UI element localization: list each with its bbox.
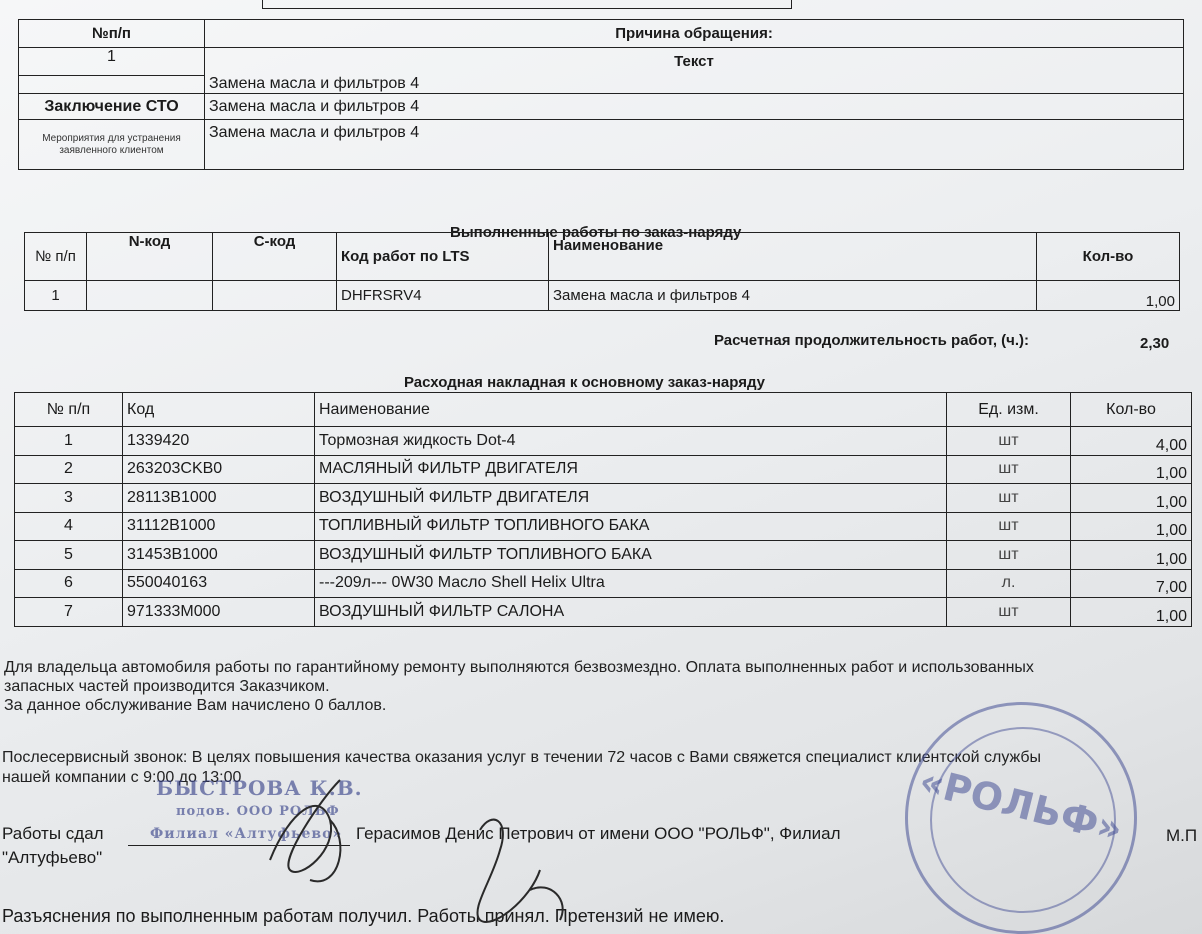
invoice-cell-qty: 7,00 [1071, 569, 1192, 598]
invoice-cell-num: 5 [15, 541, 123, 570]
invoice-row [15, 541, 1192, 570]
invoice-cell-code: 1339420 [123, 427, 315, 456]
warranty-line-1: Для владельца автомобиля работы по гарантийному ремонту выполняются безвозмездно. Оплата выполненных работ и использованных [4, 659, 1034, 676]
works-header-qty: Кол-во [1037, 233, 1180, 281]
invoice-cell-qty: 1,00 [1071, 484, 1192, 513]
works-header-num: № п/п [25, 233, 87, 281]
invoice-cell-unit: шт [947, 598, 1071, 627]
invoice-cell-name: ВОЗДУШНЫЙ ФИЛЬТР ТОПЛИВНОГО БАКА [315, 541, 947, 570]
reason-row-text: Замена масла и фильтров 4 [205, 75, 1184, 94]
invoice-table [14, 392, 1192, 627]
works-row-ncode [87, 281, 213, 311]
invoice-cell-qty: 1,00 [1071, 455, 1192, 484]
top-box-remnant [262, 0, 792, 9]
name-stamp-line1: БЫСТРОВА К.В. [156, 776, 363, 800]
handed-text: Герасимов Денис Петрович от имени ООО "РОЛЬФ", Филиал [356, 824, 841, 843]
rolf-stamp-text: «РОЛЬФ» [915, 758, 1127, 852]
spacer-cell [19, 75, 205, 94]
invoice-row [15, 598, 1192, 627]
works-row-name: Замена масла и фильтров 4 [549, 281, 1037, 311]
invoice-header-qty: Кол-во [1071, 393, 1192, 427]
reason-title: Причина обращения: [205, 20, 1184, 48]
invoice-cell-code: 971333M000 [123, 598, 315, 627]
invoice-cell-name: Тормозная жидкость Dot-4 [315, 427, 947, 456]
invoice-cell-num: 2 [15, 455, 123, 484]
handwritten-signature [230, 770, 650, 934]
works-header-name: Наименование [549, 233, 1037, 281]
invoice-row [15, 455, 1192, 484]
invoice-header-name: Наименование [315, 393, 947, 427]
invoice-cell-code: 550040163 [123, 569, 315, 598]
explanations-text: Разъяснения по выполненным работам получил. Работы принял. Претензий не имею. [2, 906, 725, 926]
invoice-header-code: Код [123, 393, 315, 427]
invoice-cell-name: ВОЗДУШНЫЙ ФИЛЬТР САЛОНА [315, 598, 947, 627]
invoice-cell-qty: 4,00 [1071, 427, 1192, 456]
invoice-header-unit: Ед. изм. [947, 393, 1071, 427]
handed-label: Работы сдал [2, 824, 104, 843]
invoice-header-num: № п/п [15, 393, 123, 427]
invoice-cell-unit: шт [947, 427, 1071, 456]
works-row-num: 1 [25, 281, 87, 311]
warranty-line-2: запасных частей производится Заказчиком. [4, 678, 330, 695]
invoice-row [15, 512, 1192, 541]
invoice-cell-code: 31453B1000 [123, 541, 315, 570]
invoice-cell-unit: л. [947, 569, 1071, 598]
reason-text-header: Текст [205, 48, 1184, 76]
invoice-cell-unit: шт [947, 541, 1071, 570]
invoice-cell-name: ---209л--- 0W30 Масло Shell Helix Ultra [315, 569, 947, 598]
invoice-cell-num: 1 [15, 427, 123, 456]
invoice-cell-qty: 1,00 [1071, 598, 1192, 627]
name-stamp-line3: Филиал «Алтуфьево» [150, 826, 343, 842]
invoice-row [15, 569, 1192, 598]
invoice-cell-code: 31112B1000 [123, 512, 315, 541]
conclusion-text: Замена масла и фильтров 4 [205, 94, 1184, 120]
conclusion-label: Заключение СТО [19, 94, 205, 120]
handed-branch: "Алтуфьево" [2, 848, 103, 867]
works-title: Выполненные работы по заказ-наряду [450, 224, 742, 241]
works-header-lts: Код работ по LTS [337, 233, 549, 281]
invoice-row [15, 484, 1192, 513]
invoice-cell-code: 263203CKB0 [123, 455, 315, 484]
invoice-cell-code: 28113B1000 [123, 484, 315, 513]
call-line-2: нашей компании с 9:00 до 13:00 [2, 769, 242, 786]
invoice-cell-unit: шт [947, 512, 1071, 541]
reason-body-table [18, 75, 1184, 170]
mp-label: М.П [1166, 826, 1198, 845]
name-stamp-line2: подов. ООО РОЛЬФ [176, 804, 340, 819]
duration-value: 2,30 [1140, 335, 1170, 352]
invoice-cell-num: 3 [15, 484, 123, 513]
measures-label: Мероприятия для устранения заявленного клиентом [19, 120, 205, 170]
works-header-ncode: N-код [87, 233, 213, 281]
invoice-cell-name: ВОЗДУШНЫЙ ФИЛЬТР ДВИГАТЕЛЯ [315, 484, 947, 513]
invoice-cell-num: 6 [15, 569, 123, 598]
works-row-ccode [213, 281, 337, 311]
works-header-ccode: С-код [213, 233, 337, 281]
works-table [24, 232, 1180, 311]
works-row-lts: DHFRSRV4 [337, 281, 549, 311]
call-line-1: Послесервисный звонок: В целях повышения качества оказания услуг в течении 72 часов с Вами свяжется специалист клиентской службы [2, 749, 1042, 766]
reason-row-num: 1 [19, 48, 205, 76]
points-line: За данное обслуживание Вам начислено 0 баллов. [4, 697, 387, 714]
reason-num-header: №п/п [19, 20, 205, 48]
invoice-cell-num: 4 [15, 512, 123, 541]
invoice-cell-num: 7 [15, 598, 123, 627]
measures-text: Замена масла и фильтров 4 [205, 120, 1184, 170]
invoice-cell-name: ТОПЛИВНЫЙ ФИЛЬТР ТОПЛИВНОГО БАКА [315, 512, 947, 541]
invoice-cell-qty: 1,00 [1071, 512, 1192, 541]
invoice-cell-unit: шт [947, 484, 1071, 513]
reason-table [18, 19, 1184, 76]
rolf-round-stamp [905, 702, 1137, 934]
invoice-title: Расходная накладная к основному заказ-наряду [404, 374, 765, 391]
works-row-qty: 1,00 [1037, 281, 1180, 311]
invoice-cell-qty: 1,00 [1071, 541, 1192, 570]
invoice-cell-name: МАСЛЯНЫЙ ФИЛЬТР ДВИГАТЕЛЯ [315, 455, 947, 484]
invoice-cell-unit: шт [947, 455, 1071, 484]
invoice-row [15, 427, 1192, 456]
duration-label: Расчетная продолжительность работ, (ч.): [714, 332, 1030, 349]
